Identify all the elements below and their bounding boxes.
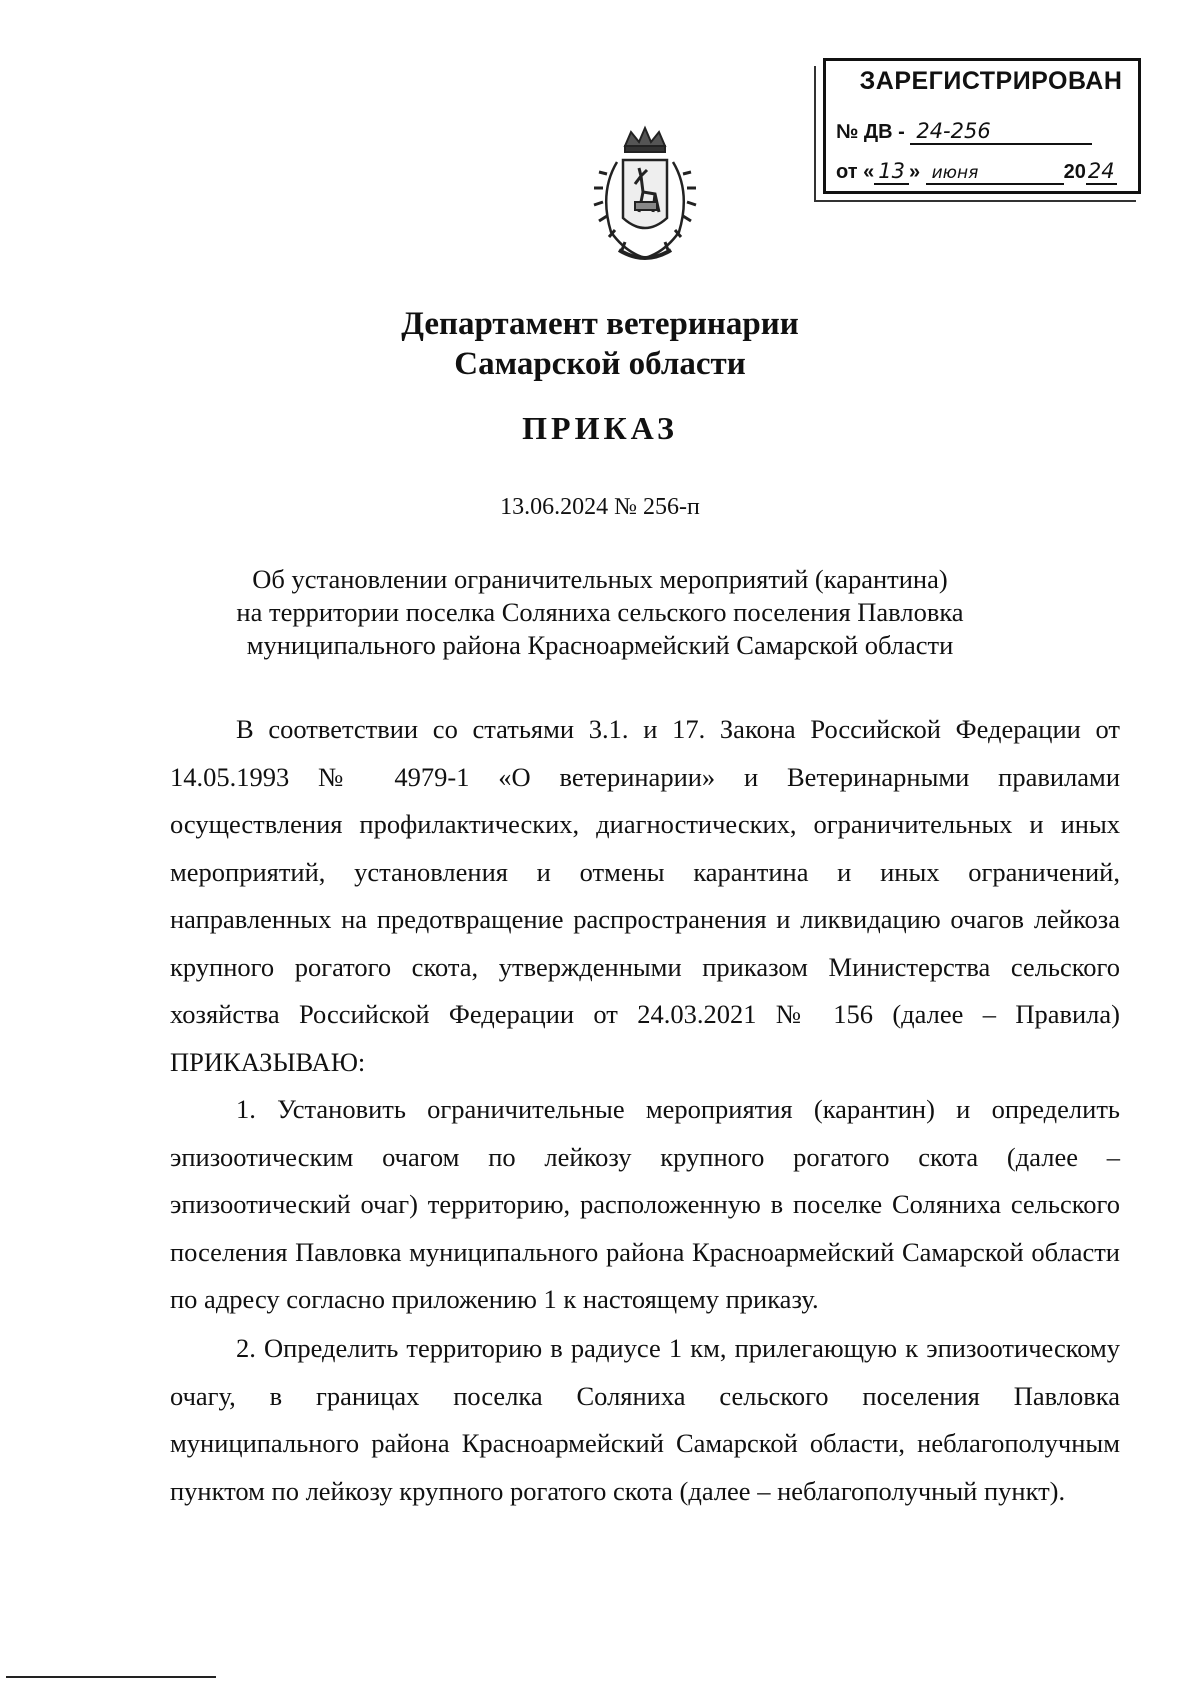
stamp-date-prefix: от « [836,161,875,183]
department-name [0,304,1200,384]
item-2-paragraph: 2. Определить территорию в радиусе 1 км, прилегающую к эпизоотическому очагу, в границах поселка Соляниха сельского поселения Павловка муниципального района Красноармейский Самарской области, неблагополучным пунктом по лейкозу крупного рогатого скота (далее – неблагополучный пункт). [170,1333,1120,1506]
doc-type-title: ПРИКАЗ [522,410,678,446]
registration-stamp [823,58,1141,194]
department-line-1: Департамент ветеринарии [401,306,799,342]
stamp-date-year-printed: 20 [1063,161,1086,183]
stamp-date-day: 13 [874,159,909,185]
doc-subject [0,563,1200,662]
body-item-1 [170,1086,1120,1324]
subject-line-2: на территории поселка Соляниха сельского поселения Павловка [236,597,964,627]
item-1-paragraph: 1. Установить ограничительные мероприятия (карантин) и определить эпизоотическим очагом по лейкозу крупного рогатого скота (далее – эпизоотический очаг) территорию, расположенную в поселке Соляниха сельского поселения Павловка муниципального района Красноармейский Самарской области по адресу согласно приложению 1 к настоящему приказу. [170,1094,1120,1314]
stamp-number-line [836,119,1092,145]
coat-of-arms-icon [581,122,709,268]
department-line-2: Самарской области [454,346,746,382]
stamp-date-sep: » [908,161,921,183]
stamp-date-year-written: 24 [1087,159,1115,183]
body-preamble [170,706,1120,1086]
subject-line-3: муниципального района Красноармейский Самарской области [246,630,954,660]
stamp-number-value: 24-256 [910,119,1092,145]
stamp-date-line [836,159,1117,185]
footer-rule [6,1676,216,1678]
body-item-2 [170,1325,1120,1515]
stamp-number-label: № ДВ - [836,121,905,143]
stamp-title: ЗАРЕГИСТРИРОВАН [859,67,1123,95]
subject-line-1: Об установлении ограничительных мероприятий (карантина) [252,564,948,594]
preamble-paragraph: В соответствии со статьями 3.1. и 17. Закона Российской Федерации от 14.05.1993 № 4979-1 «О ветеринарии» и Ветеринарными правилами осуществления профилактических, диагностических, ограничительных и иных мероприятий, установления и отмены карантина и иных ограничений, направленных на предотвращение распространения и ликвидацию очагов лейкоза крупного рогатого скота, утвержденными приказом Министерства сельского хозяйства Российской Федерации от 24.03.2021 № 156 (далее – Правила) ПРИКАЗЫВАЮ: [170,714,1120,1077]
stamp-date-month: июня [926,163,1028,185]
doc-date-number: 13.06.2024 № 256-п [500,494,700,520]
